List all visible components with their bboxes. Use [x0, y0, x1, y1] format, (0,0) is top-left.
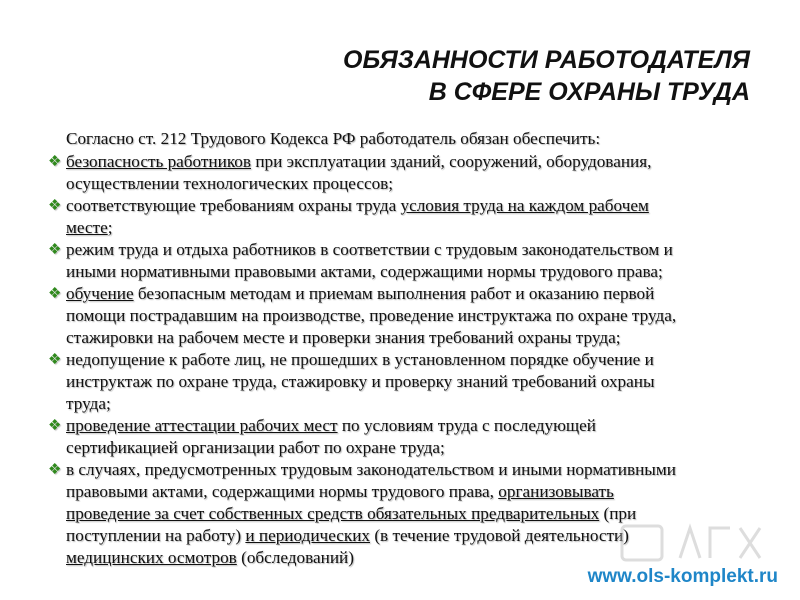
list-item — [48, 151, 758, 195]
underlined-term: условия труда на каждом рабочем — [400, 196, 649, 215]
obligations-list — [48, 128, 758, 569]
item-text: иными нормативными правовыми актами, содержащими нормы трудового права; — [66, 262, 663, 281]
diamond-bullet-icon: ❖ — [48, 242, 62, 258]
item-text: режим труда и отдыха работников в соответствии с трудовым законодательством и — [66, 240, 673, 259]
item-text: (обследований) — [236, 548, 354, 567]
list-item — [48, 349, 758, 415]
item-text: соответствующие требованиям охраны труда — [66, 196, 401, 215]
item-text: при эксплуатации зданий, сооружений, оборудования, — [251, 152, 652, 171]
list-item — [48, 283, 758, 349]
diamond-bullet-icon: ❖ — [48, 286, 62, 302]
title-line-2: В СФЕРЕ ОХРАНЫ ТРУДА — [428, 78, 750, 106]
title-line-1: ОБЯЗАННОСТИ РАБОТОДАТЕЛЯ — [343, 46, 750, 74]
diamond-bullet-icon: ❖ — [48, 418, 62, 434]
intro-text: Согласно ст. 212 Трудового Кодекса РФ работодатель обязан обеспечить: — [66, 129, 601, 148]
item-text: поступлении на работу) — [66, 526, 246, 545]
underlined-term: безопасность работников — [66, 152, 252, 171]
item-text: по условиям труда с последующей — [337, 416, 596, 435]
item-text: (при — [599, 504, 637, 523]
item-text: безопасным методам и приемам выполнения работ и оказанию первой — [133, 284, 655, 303]
website-link[interactable]: www.ols-komplekt.ru — [587, 566, 778, 587]
underlined-term: и периодических — [245, 526, 371, 545]
item-text: труда; — [66, 394, 111, 413]
watermark-shape-icon — [620, 518, 770, 568]
item-text: правовыми актами, содержащими нормы трудового права, — [66, 482, 499, 501]
underlined-term: медицинских осмотров — [66, 548, 237, 567]
diamond-bullet-icon: ❖ — [48, 154, 62, 170]
underlined-term: месте — [66, 218, 108, 237]
page-title — [343, 44, 750, 108]
underlined-term: организовывать — [498, 482, 614, 501]
item-text: стажировки на рабочем месте и проверки знания требований охраны труда; — [66, 328, 621, 347]
underlined-term: обучение — [66, 284, 134, 303]
diamond-bullet-icon: ❖ — [48, 198, 62, 214]
diamond-bullet-icon: ❖ — [48, 462, 62, 478]
item-text: недопущение к работе лиц, не прошедших в установленном порядке обучение и — [66, 350, 654, 369]
list-item — [48, 239, 758, 283]
item-text: осуществлении технологических процессов; — [66, 174, 394, 193]
item-text: ; — [107, 218, 113, 237]
list-item — [48, 195, 758, 239]
list-item — [48, 415, 758, 459]
item-text: сертификацией организации работ по охране труда; — [66, 438, 445, 457]
underlined-term: проведение за счет собственных средств обязательных предварительных — [66, 504, 600, 523]
item-text: помощи пострадавшим на производстве, проведение инструктажа по охране труда, — [66, 306, 677, 325]
diamond-bullet-icon: ❖ — [48, 352, 62, 368]
item-text: инструктаж по охране труда, стажировку и проверку знаний требований охраны — [66, 372, 655, 391]
item-text: в случаях, предусмотренных трудовым законодательством и иными нормативными — [66, 460, 676, 479]
item-text: (в течение трудовой деятельности) — [370, 526, 629, 545]
underlined-term: проведение аттестации рабочих мест — [66, 416, 338, 435]
